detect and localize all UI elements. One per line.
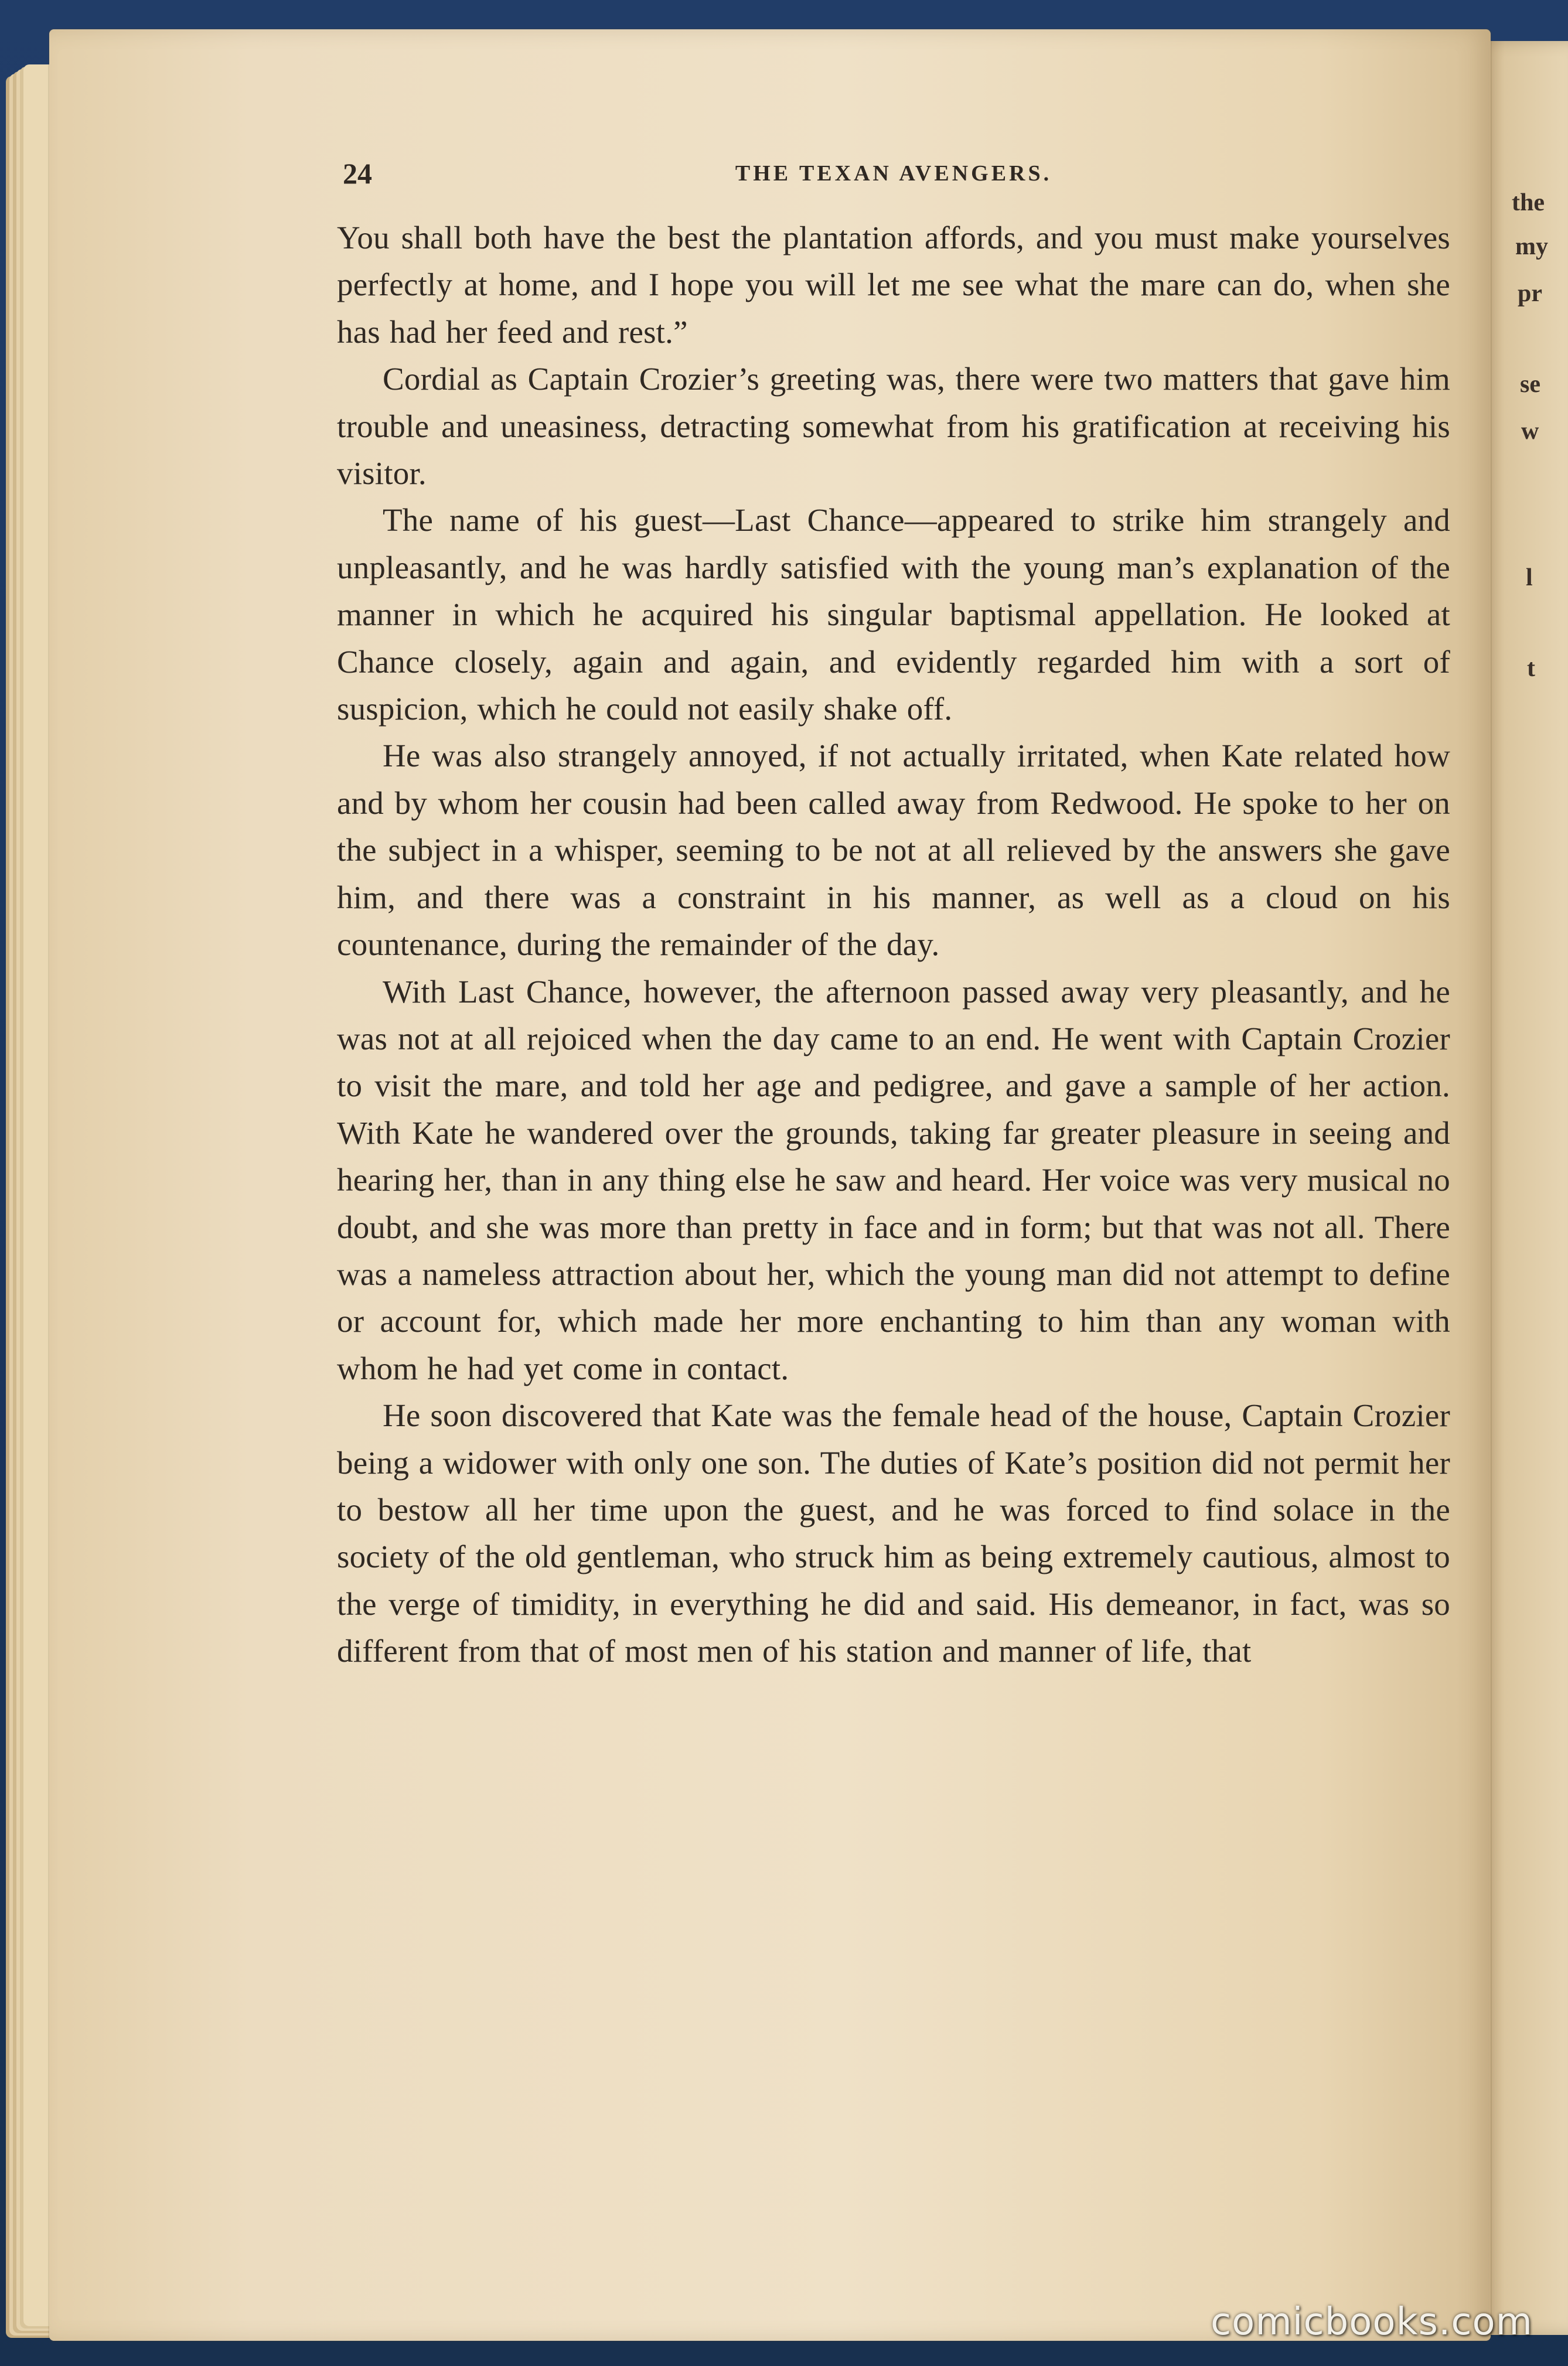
facing-page-fragment: my [1515,233,1548,260]
page-number: 24 [343,157,372,190]
book-title: THE TEXAN AVENGERS. [735,161,1052,186]
paragraph: He was also strangely annoyed, if not actually irritated, when Kate related how and by whom her cousin had been called away from Redwood. He spoke to her on the subject in a whisper, seeming to be not at all relieved by the answers she gave him, and there was a constraint in his manner, as well as a cloud on his countenance, during the remainder of the day. [337,738,1450,963]
paragraph: With Last Chance, however, the afternoon passed away very pleasantly, and he was not at all rejoiced when the day came to an end. He went with Captain Crozier to visit the mare, and told her age and pedigree, and gave a sample of her action. With Kate he wandered over the grounds, taking far greater pleasure in seeing and hearing her, than in any thing else he saw and heard. Her voice was very musical no doubt, and she was more than pretty in face and in form; but that was not all. There was a nameless attraction about her, which the young man did not attempt to define or account for, which made her more enchanting to him than any woman with whom he had yet come in contact. [337,973,1450,1386]
paragraph: He soon discovered that Kate was the female head of the house, Captain Crozier being a widower with only one son. The duties of Kate’s position did not permit her to bestow all her time upon the guest, and he was forced to find solace in the society of the old gentleman, who struck him as being extremely cautious, almost to the verge of timidity, in everything he did and said. His demeanor, in fact, was so different from that of most men of his station and manner of life, that [337,1397,1450,1669]
facing-page-fragment: se [1520,371,1540,398]
page-text-block [337,152,1450,1675]
facing-page-fragment: the [1512,189,1545,216]
paragraph: You shall both have the best the plantation affords, and you must make yourselves perfectly at home, and I hope you will let me see what the mare can do, when she has had her feed and rest.” [337,220,1450,350]
running-head [337,152,1450,195]
facing-page-fragment: w [1521,418,1539,445]
facing-page-fragment: pr [1518,280,1542,307]
site-watermark: comicbooks.com [1210,2300,1533,2344]
facing-page-fragment: l [1526,564,1533,591]
paragraph: Cordial as Captain Crozier’s greeting was, there were two matters that gave him trouble and uneasiness, detracting somewhat from his gratification at receiving his visitor. [337,361,1450,492]
paragraph: The name of his guest—Last Chance—appeared to strike him strangely and unpleasantly, and he was hardly satisfied with the young man’s explanation of the manner in which he acquired his singular baptismal appellation. He looked at Chance closely, again and again, and evidently regarded him with a sort of suspicion, which he could not easily shake off. [337,502,1450,727]
facing-page-fragment: t [1527,655,1535,682]
